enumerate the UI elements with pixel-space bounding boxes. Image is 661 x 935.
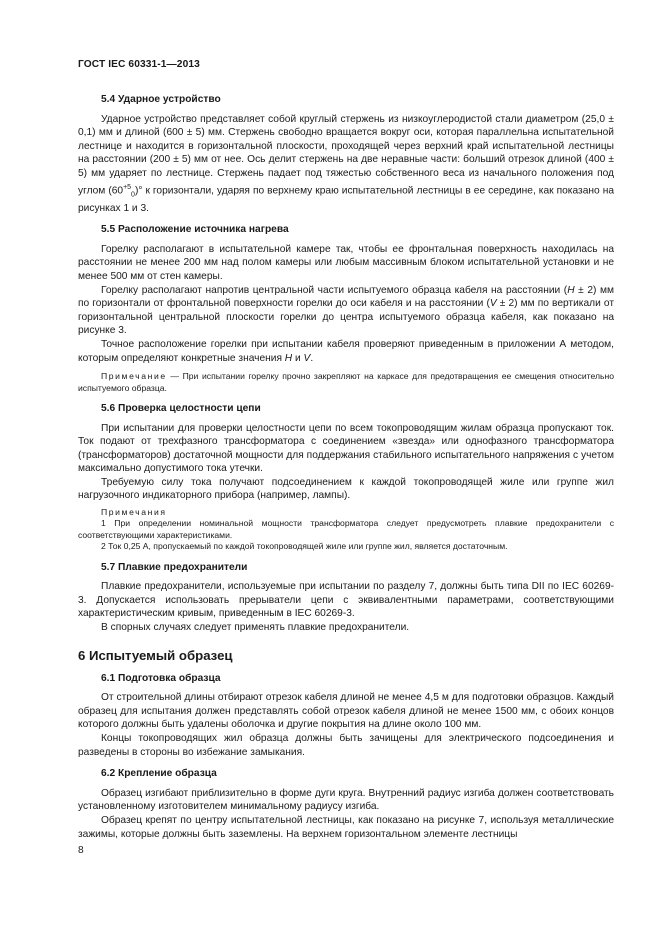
document-header: ГОСТ IEC 60331-1—2013: [78, 59, 200, 70]
paragraph: [78, 113, 614, 216]
section-6: [78, 648, 614, 842]
paragraph: В спорных случаях следует применять плавкие предохранители.: [101, 622, 410, 634]
paragraph-text: ± 2) мм по горизонтали от фронтальной поверхности горелки до оси кабеля и на расстоянии (: [78, 284, 615, 310]
section-heading: 5.5 Расположение источника нагрева: [101, 224, 289, 236]
paragraph: Плавкие предохранители, используемые при испытании по разделу 7, должны быть типа DII по IEC 60269-3. Допускается использовать прерыватели цепи с эквивалентными параметрами, соответствующими характеристическим кривым, приведенным в IEC 60269-3.: [78, 581, 614, 620]
variable-v: V: [489, 298, 497, 310]
paragraph: Образец изгибают приблизительно в форме дуги круга. Внутренний радиус изгиба должен соответствовать установленному изготовителем минимальному радиусу изгиба.: [78, 787, 614, 813]
note-label: Примечание: [101, 371, 167, 382]
section-6-2: [78, 767, 614, 841]
section-5-4: [78, 93, 614, 215]
section-heading: 6.2 Крепление образца: [101, 768, 217, 780]
note: [78, 371, 614, 394]
paragraph-text: и: [292, 352, 304, 364]
note-item: 2 Ток 0,25 А, пропускаемый по каждой токопроводящей жиле или группе жил, является достаточным.: [101, 541, 508, 552]
paragraph: [78, 338, 614, 365]
paragraph: [78, 284, 614, 338]
paragraph: От строительной длины отбирают отрезок кабеля длиной не менее 4,5 м для подготовки образцов. Каждый образец для испытания должен представлять собой отрезок кабеля длиной не менее 1500 мм, с обоих концов которого должны быть удалены оболочка и другие покрытия на длине около 100 мм.: [78, 692, 614, 731]
angle-tolerance-upper: +5: [123, 183, 132, 191]
paragraph: При испытании для проверки целостности цепи по всем токопроводящим жилам образца пропускают ток. Ток подают от трехфазного трансформатора с соединением «звезда» или однофазного трансформатора (трансформаторов) достаточной мощности для поддержания стабильного испытательного напряжения с учетом максимально допустимого тока утечки.: [78, 422, 614, 475]
variable-h: H: [567, 284, 575, 296]
notes-title: Примечания: [101, 507, 167, 518]
section-heading: 5.4 Ударное устройство: [101, 94, 221, 105]
document-body: [78, 93, 614, 849]
variable-h: H: [284, 352, 293, 364]
section-5-7: [78, 561, 614, 635]
section-5-6: [78, 402, 614, 553]
paragraph: Требуемую силу тока получают подсоединением к каждой токопроводящей жиле или группе жил нагрузочного индикаторного прибора (например, лампы).: [78, 476, 614, 502]
paragraph-text: Точное расположение горелки при испытании кабеля проверяют приведенным в приложении А методом, которым определяют конкретные значения: [78, 338, 614, 364]
section-heading: 6.1 Подготовка образца: [101, 672, 221, 684]
page-number: 8: [78, 845, 84, 856]
angle-tolerance-lower: 0: [131, 190, 135, 198]
chapter-heading: 6 Испытуемый образец: [78, 647, 233, 663]
section-heading: 5.7 Плавкие предохранители: [101, 561, 248, 573]
paragraph-text: )° к горизонтали, ударяя по верхнему краю испытательной лестницы в ее середине, как показано на рисунках 1 и 3.: [78, 184, 614, 214]
paragraph: Концы токопроводящих жил образца должны быть зачищены для электрического подсоединения и разведены в стороны во избежание замыкания.: [78, 733, 614, 758]
note-item: 1 При определении номинальной мощности трансформатора следует предусмотреть плавкие предохранители с соответствующими характеристиками.: [78, 518, 614, 540]
paragraph-text: Горелку располагают напротив центральной части испытуемого образца кабеля на расстоянии (: [101, 284, 568, 296]
section-6-1: [78, 672, 614, 760]
paragraph-text: ± 2) мм по вертикали от горизонтальной центральной плоскости горелки до центра испытуемого образца кабеля, как показано на рисунке 3.: [78, 298, 614, 337]
paragraph: Образец крепят по центру испытательной лестницы, как показано на рисунке 7, используя металлические зажимы, которые должны быть заземлены. На верхнем горизонтальном элементе лестницы: [78, 815, 614, 840]
paragraph-text: .: [310, 352, 314, 364]
paragraph-text: Ударное устройство представляет собой круглый стержень из низкоуглеродистой стали диаметром (25,0 ± 0,1) мм и длиной (600 ± 5) мм. Стержень свободно вращается вокруг оси, которая параллельна испытательной лестнице и находится в горизонтальной плоскости, проходящей через верхний край испытательной лестницы на расстоянии (200 ± 5) мм от нее. Ось делит стержень на две неравные части: больший отрезок длиной (400 ± 5) мм ударяет по лестнице. Стержень падает под тяжестью собственного веса из начального положения под углом (60: [78, 113, 614, 196]
section-5-5: [78, 223, 614, 394]
section-heading: 5.6 Проверка целостности цепи: [101, 402, 261, 414]
variable-v: V: [303, 352, 311, 364]
paragraph: Горелку располагают в испытательной камере так, чтобы ее фронтальная поверхность находилась на расстоянии не менее 200 мм над полом камеры или любым массивным блоком испытательной установки и не менее 500 мм от стен камеры.: [78, 243, 614, 282]
note-text: — При испытании горелку прочно закрепляют на каркасе для предотвращения ее смещения относительно испытуемого образца.: [78, 371, 614, 393]
